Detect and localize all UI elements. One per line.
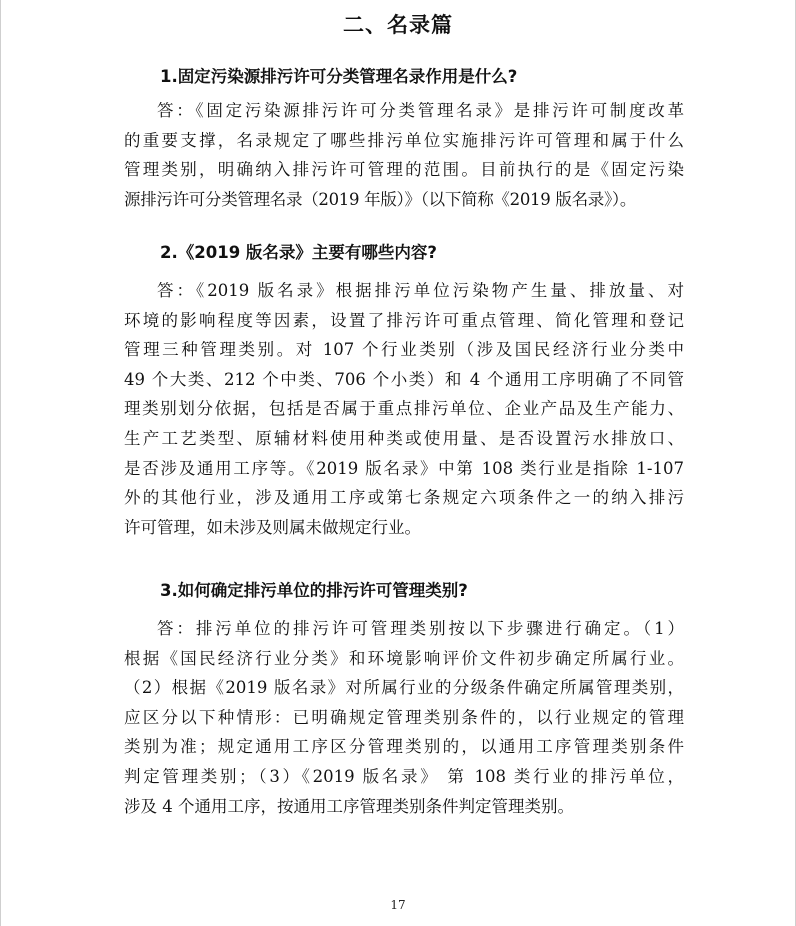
answer-2-text [124,276,684,542]
answer-3-text [124,614,684,821]
page-number: 17 [390,898,406,912]
answer-line: 答：《2019 版名录》根据排污单位污染物产生量、排放量、对 [157,281,684,300]
answer-line: 是否涉及通用工序等。《2019 版名录》中第 108 类行业是指除 1-107 [124,458,684,478]
page-title: 二、名录篇 [343,13,453,37]
question-1-heading: 1.固定污染源排污许可分类管理名录作用是什么? [160,67,518,86]
answer-line: 许可管理，如未涉及则属未做规定行业。 [124,517,421,537]
answer-line: （2）根据《2019 版名录》对所属行业的分级条件确定所属管理类别， [124,678,684,698]
answer-1-text [124,96,684,214]
answer-line: 49 个大类、212 个中类、706 个小类）和 4 个通用工序明确了不同管 [124,369,684,389]
answer-line: 管理三种管理类别。对 107 个行业类别（涉及国民经济行业分类中 [124,340,684,360]
answer-line: 涉及 4 个通用工序，按通用工序管理类别条件判定管理类别。 [124,796,574,816]
answer-line: 管理类别，明确纳入排污许可管理的范围。目前执行的是《固定污染 [124,160,684,180]
answer-line: 的重要支撑，名录规定了哪些排污单位实施排污许可管理和属于什么 [124,130,684,150]
answer-line: 源排污许可分类管理名录（2019 年版）》（以下简称《2019 版名录》）。 [124,189,637,209]
page-left-edge [0,0,1,926]
answer-line: 生产工艺类型、原辅材料使用种类或使用量、是否设置污水排放口、 [124,428,684,448]
answer-line: 环境的影响程度等因素，设置了排污许可重点管理、简化管理和登记 [124,310,684,330]
answer-line: 判定管理类别；（3）《2019 版名录》 第 108 类行业的排污单位， [124,766,684,786]
answer-line: 答：排污单位的排污许可管理类别按以下步骤进行确定。（1） [157,619,684,638]
answer-line: 类别为准；规定通用工序区分管理类别的，以通用工序管理类别条件 [124,737,684,757]
answer-line: 外的其他行业，涉及通用工序或第七条规定六项条件之一的纳入排污 [124,488,684,508]
answer-line: 根据《国民经济行业分类》和环境影响评价文件初步确定所属行业。 [124,648,684,668]
question-3-heading: 3.如何确定排污单位的排污许可管理类别? [160,581,468,600]
question-2-heading: 2.《2019 版名录》主要有哪些内容? [160,243,437,262]
answer-line: 答：《固定污染源排污许可分类管理名录》是排污许可制度改革 [157,101,684,120]
answer-line: 应区分以下种情形：已明确规定管理类别条件的，以行业规定的管理 [124,707,684,727]
answer-line: 理类别划分依据，包括是否属于重点排污单位、企业产品及生产能力、 [124,399,684,419]
